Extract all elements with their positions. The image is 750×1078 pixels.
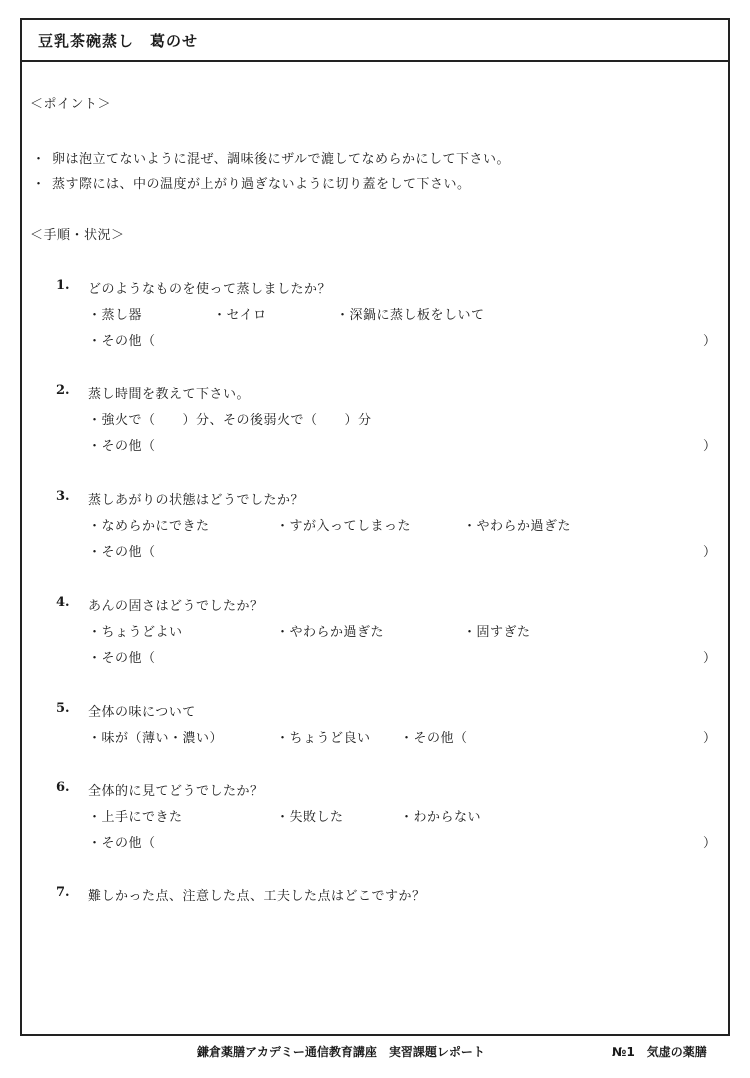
q6-other-close: ） [703, 836, 717, 851]
question-3-text: 蒸しあがりの状態はどうでしたか？ [88, 493, 305, 508]
page-title: 豆乳茶碗蒸し 葛のせ [38, 32, 199, 50]
q5-option-taste: ・味が（薄い・濃い） [88, 731, 224, 746]
question-number: 7. [56, 885, 70, 900]
q2-option-time: ・強火で（ ）分、その後弱火で（ ）分 [88, 413, 372, 428]
q1-option-deep-pot: ・深鍋に蒸し板をしいて [336, 308, 485, 323]
question-4-text: あんの固さはどうでしたか？ [88, 599, 264, 614]
q1-option-seiro: ・セイロ [213, 308, 267, 323]
question-2-text: 蒸し時間を教えて下さい。 [88, 387, 251, 402]
title-bar [22, 20, 728, 62]
q4-other: ・その他（ [88, 651, 156, 666]
question-5-text: 全体の味について [88, 705, 196, 720]
question-6-text: 全体的に見てどうでしたか？ [88, 784, 264, 799]
q1-option-steamer: ・蒸し器 [88, 308, 143, 323]
footer-report-number: №1 気虚の薬膳 [612, 1045, 707, 1059]
bullet-dot: ・ [32, 152, 46, 167]
q3-other: ・その他（ [88, 545, 156, 560]
bullet-dot: ・ [32, 177, 46, 192]
q4-option-too-soft: ・やわらか過ぎた [276, 625, 385, 640]
q4-option-just-right: ・ちょうどよい [88, 625, 183, 640]
q5-other-close: ） [703, 731, 717, 746]
q3-option-smooth: ・なめらかにできた [88, 519, 210, 534]
footer-course-name: 鎌倉薬膳アカデミー通信教育講座 実習課題レポート [197, 1045, 485, 1059]
q1-other-close: ） [703, 334, 717, 349]
question-number: 3. [56, 489, 70, 504]
q1-other: ・その他（ [88, 334, 156, 349]
point-1: 卵は泡立てないように混ぜ、調味後にザルで漉してなめらかにして下さい。 [52, 152, 510, 167]
points-heading: ＜ポイント＞ [30, 97, 112, 112]
q6-option-failed: ・失敗した [276, 810, 344, 825]
question-1-text: どのようなものを使って蒸しましたか？ [88, 282, 332, 297]
q3-option-too-soft: ・やわらか過ぎた [463, 519, 572, 534]
q4-option-too-firm: ・固すぎた [463, 625, 531, 640]
question-number: 6. [56, 780, 70, 795]
q6-option-unsure: ・わからない [400, 810, 482, 825]
question-number: 5. [56, 701, 70, 716]
question-number: 1. [56, 278, 70, 293]
q6-option-success: ・上手にできた [88, 810, 183, 825]
question-7-text: 難しかった点、注意した点、工夫した点はどこですか？ [88, 889, 426, 904]
procedure-heading: ＜手順・状況＞ [30, 228, 125, 243]
q4-other-close: ） [703, 651, 717, 666]
q3-option-holes: ・すが入ってしまった [276, 519, 412, 534]
question-number: 2. [56, 383, 70, 398]
q3-other-close: ） [703, 545, 717, 560]
q5-option-just-right: ・ちょうど良い [276, 731, 371, 746]
point-2: 蒸す際には、中の温度が上がり過ぎないように切り蓋をして下さい。 [52, 177, 471, 192]
q2-other-close: ） [703, 439, 717, 454]
q5-option-other: ・その他（ [400, 731, 468, 746]
question-number: 4. [56, 595, 70, 610]
q6-other: ・その他（ [88, 836, 156, 851]
q2-other: ・その他（ [88, 439, 156, 454]
